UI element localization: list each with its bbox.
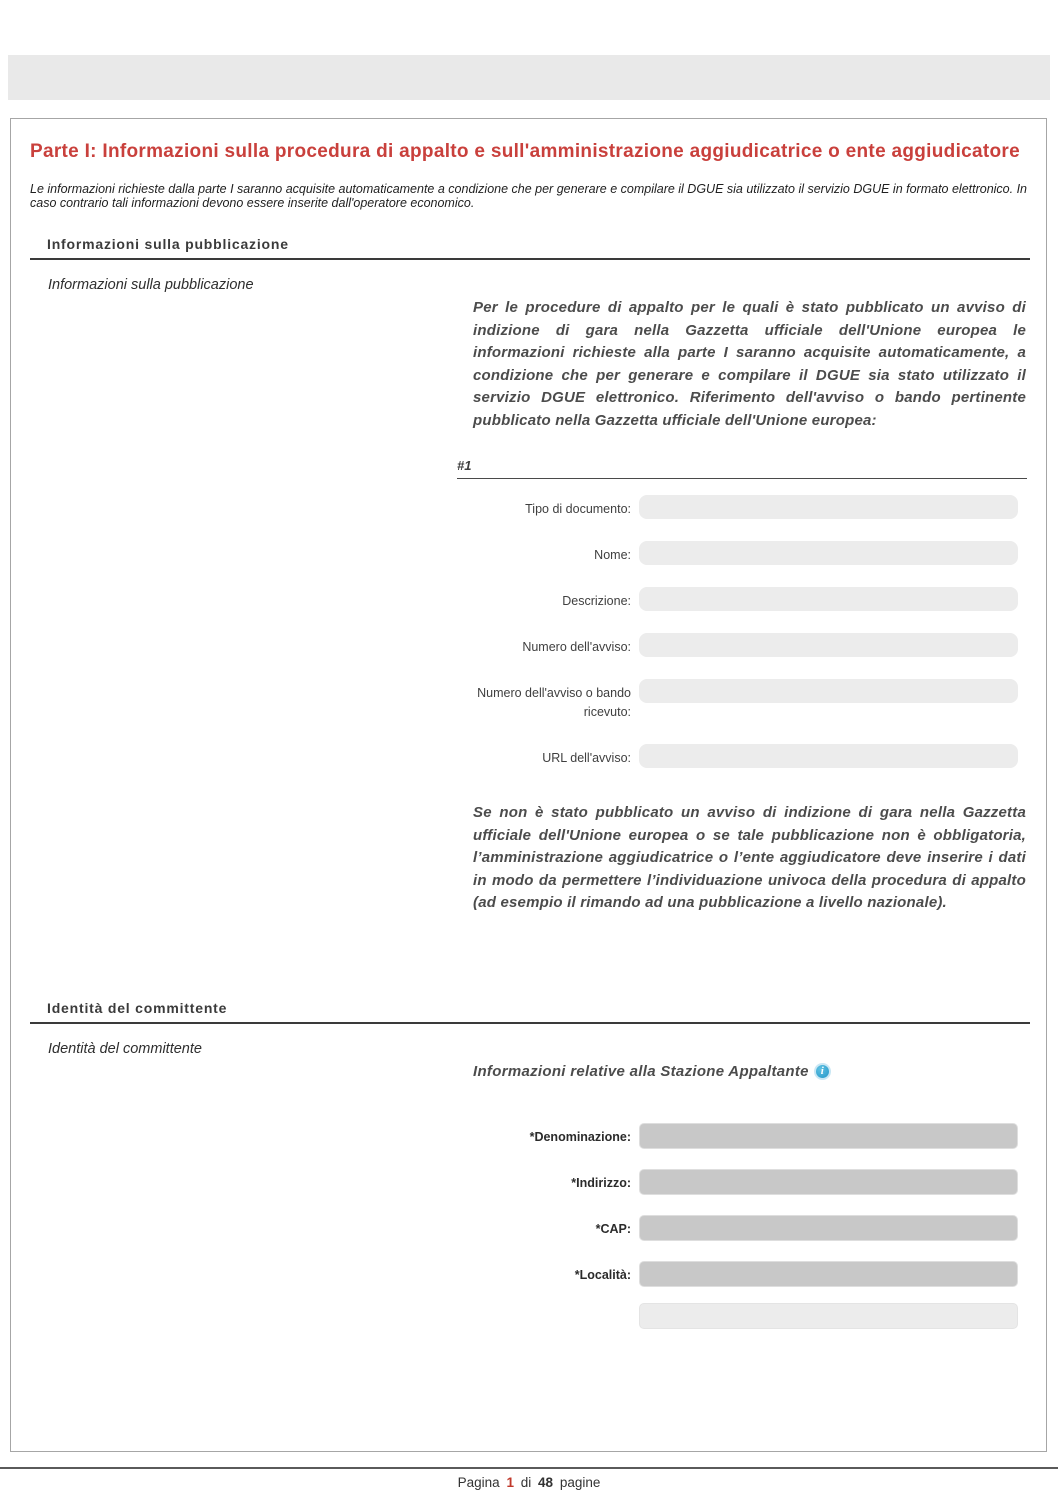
pagination-suffix: pagine	[559, 1475, 601, 1490]
field-label: URL dell'avviso:	[542, 751, 631, 765]
field-label: Numero dell'avviso o bando ricevuto:	[477, 686, 631, 719]
top-toolbar	[8, 55, 1050, 100]
note-gazzetta-bottom: Se non è stato pubblicato un avviso di indizione di gara nella Gazzetta ufficiale dell'Unione europea o se tale pubblicazione non è obbligatoria, l’amministrazione aggiudicatrice o l’ente aggiudicatore deve inserire i dati in modo da permettere l’individuazione univoca della procedura di appalto (ad esempio il rimando ad una pubblicazione a livello nazionale).	[473, 804, 1026, 911]
note-gazzetta-top: Per le procedure di appalto per le quali è stato pubblicato un avviso di indizione di gara nella Gazzetta ufficiale dell'Unione europea le informazioni richieste alla parte I saranno acquisite automaticamente, a condizione che per generare e compilare il DGUE sia stato utilizzato il servizio DGUE elettronico. Riferimento dell'avviso o bando pertinente pubblicato nella Gazzetta ufficiale dell'Unione europea:	[473, 299, 1026, 429]
numero-avviso-ricevuto-input[interactable]	[639, 679, 1018, 703]
nome-input[interactable]	[639, 541, 1018, 565]
pagination-prefix: Pagina	[457, 1475, 500, 1490]
cap-input[interactable]	[639, 1215, 1018, 1241]
row-descrizione	[473, 587, 1026, 611]
tipo-documento-input[interactable]	[639, 495, 1018, 519]
row-denominazione	[473, 1123, 1026, 1149]
section-rule	[30, 258, 1030, 260]
row-localita	[473, 1261, 1026, 1287]
section-rule	[30, 1022, 1030, 1024]
form-panel	[10, 118, 1047, 1452]
partial-input[interactable]	[639, 1303, 1018, 1329]
part1-intro: Le informazioni richieste dalla parte I saranno acquisite automaticamente a condizione che per generare e compilare il DGUE sia utilizzato il servizio DGUE in formato elettronico. In caso contrario tali informazioni devono essere inserite dall'operatore economico.	[30, 182, 1028, 210]
side-label-pubblicazione: Informazioni sulla pubblicazione	[48, 277, 254, 293]
pagination-middle: di	[520, 1475, 532, 1490]
field-label: Nome:	[594, 548, 631, 562]
field-label-required: *CAP:	[595, 1221, 631, 1236]
field-label: Tipo di documento:	[525, 502, 631, 516]
row-partial	[473, 1303, 1026, 1329]
section-header-committente: Identità del committente	[47, 999, 228, 1016]
field-label-required: *Località:	[574, 1267, 631, 1282]
part1-title: Parte I: Informazioni sulla procedura di appalto e sull'amministrazione aggiudicatrice o ente aggiudicatore	[30, 141, 1020, 162]
row-tipo-documento	[473, 495, 1026, 519]
row-indirizzo	[473, 1169, 1026, 1195]
field-label: Descrizione:	[562, 594, 631, 608]
pagination	[0, 1475, 1058, 1490]
section-header-pubblicazione: Informazioni sulla pubblicazione	[47, 236, 289, 252]
url-avviso-input[interactable]	[639, 744, 1018, 768]
field-label	[473, 1303, 639, 1308]
row-cap	[473, 1215, 1026, 1241]
page-current: 1	[506, 1475, 514, 1490]
stazione-appaltante-heading: Informazioni relative alla Stazione Appaltante	[473, 1062, 809, 1080]
footer-divider	[0, 1467, 1058, 1469]
section-pubblicazione	[21, 236, 1046, 915]
descrizione-input[interactable]	[639, 587, 1018, 611]
indirizzo-input[interactable]	[639, 1169, 1018, 1195]
localita-input[interactable]	[639, 1261, 1018, 1287]
row-numero-avviso	[473, 633, 1026, 657]
numero-avviso-input[interactable]	[639, 633, 1018, 657]
row-url-avviso	[473, 744, 1026, 768]
field-label-required: *Indirizzo:	[571, 1175, 631, 1190]
side-label-committente: Identità del committente	[48, 1040, 202, 1057]
field-label-required: *Denominazione:	[529, 1129, 631, 1144]
info-icon[interactable]: i	[814, 1063, 831, 1080]
denominazione-input[interactable]	[639, 1123, 1018, 1149]
page-total: 48	[538, 1475, 554, 1490]
field-label: Numero dell'avviso:	[522, 640, 631, 654]
section-committente	[21, 1000, 1046, 1329]
row-nome	[473, 541, 1026, 565]
row-numero-avviso-ricevuto	[473, 679, 1026, 722]
group-marker: #1	[457, 458, 1027, 479]
